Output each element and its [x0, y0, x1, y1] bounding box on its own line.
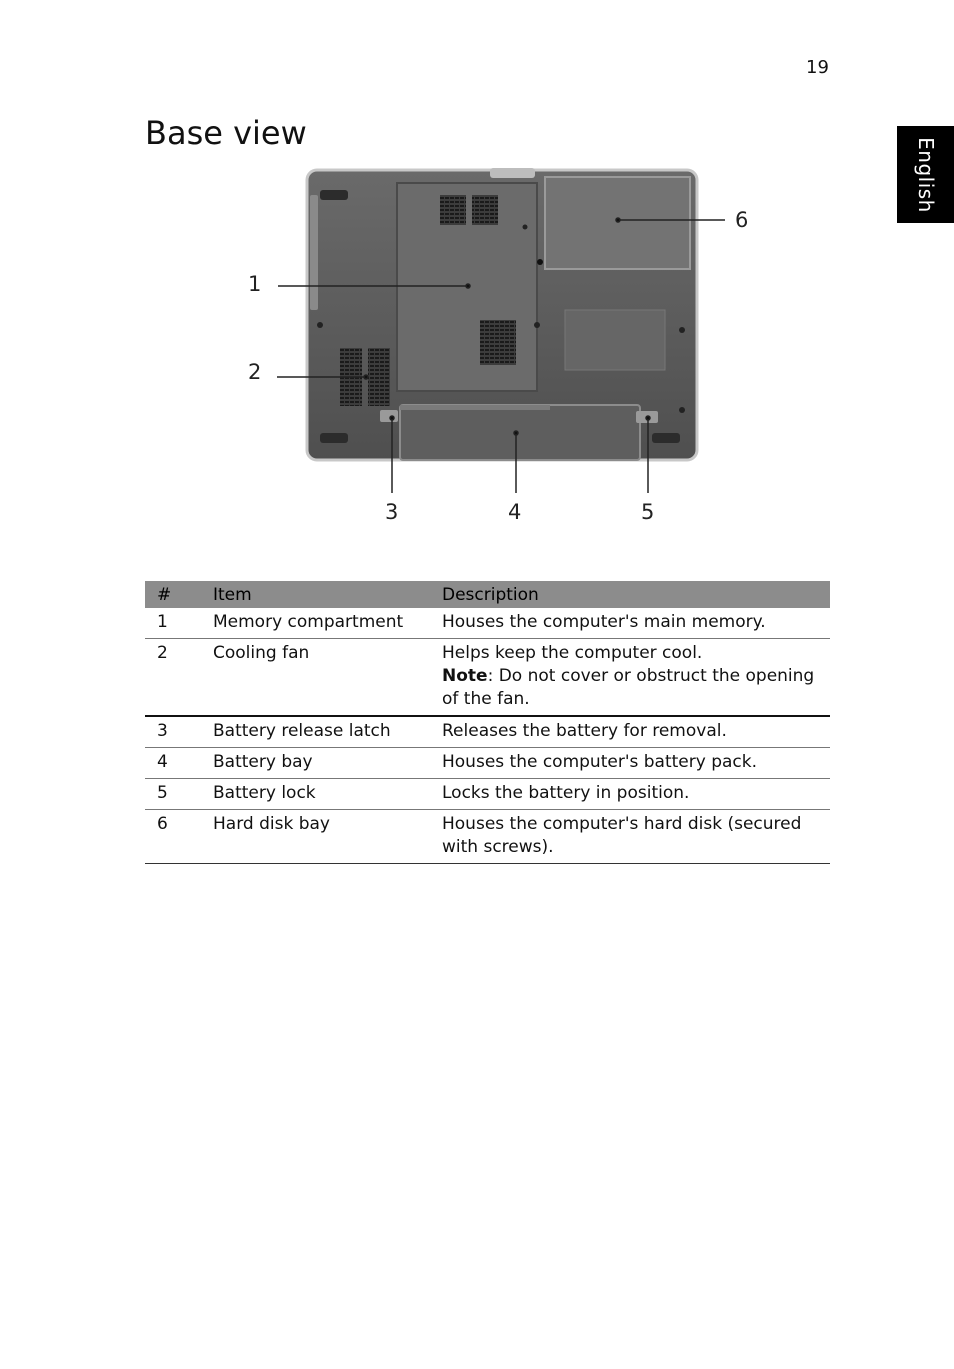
row-number: 5 [145, 779, 205, 810]
note-label: Note [442, 666, 488, 686]
callout-3: 3 [385, 500, 399, 524]
row-description: Releases the battery for removal. [434, 716, 830, 748]
row-item: Cooling fan [205, 639, 434, 717]
language-tab [897, 126, 954, 223]
callout-1: 1 [248, 272, 262, 296]
table-row [145, 639, 830, 717]
base-view-items-table [145, 581, 830, 864]
table-header-row [145, 581, 830, 608]
laptop-base-figure [240, 165, 760, 535]
row-item: Hard disk bay [205, 810, 434, 864]
table-row [145, 716, 830, 748]
row-item: Battery bay [205, 748, 434, 779]
laptop-base-illustration [240, 165, 760, 535]
column-header-description: Description [434, 581, 830, 608]
row-description [434, 639, 830, 717]
callout-5: 5 [641, 500, 655, 524]
table-row [145, 779, 830, 810]
row-description: Locks the battery in position. [434, 779, 830, 810]
page-number: 19 [806, 57, 829, 78]
row-number: 6 [145, 810, 205, 864]
row-item: Memory compartment [205, 608, 434, 639]
hard-disk-bay [545, 177, 690, 269]
column-header-item: Item [205, 581, 434, 608]
table-row [145, 810, 830, 864]
row-description: Houses the computer's hard disk (secured with screws). [434, 810, 830, 864]
row-number: 4 [145, 748, 205, 779]
page-title: Base view [145, 114, 307, 152]
table-row [145, 748, 830, 779]
callout-4: 4 [508, 500, 522, 524]
note-text: : Do not cover or obstruct the opening of the fan. [442, 666, 815, 709]
row-number: 2 [145, 639, 205, 717]
row-number: 1 [145, 608, 205, 639]
row-item: Battery release latch [205, 716, 434, 748]
battery-release-latch [380, 410, 398, 422]
column-header-number: # [145, 581, 205, 608]
row-description: Houses the computer's battery pack. [434, 748, 830, 779]
row-description: Houses the computer's main memory. [434, 608, 830, 639]
row-description-text: Helps keep the computer cool. [442, 643, 703, 663]
table-row [145, 608, 830, 639]
callout-2: 2 [248, 360, 262, 384]
callout-6: 6 [735, 208, 749, 232]
language-tab-label: English [913, 136, 938, 213]
row-note [442, 665, 822, 711]
battery-pack [400, 405, 640, 460]
row-number: 3 [145, 716, 205, 748]
row-item: Battery lock [205, 779, 434, 810]
